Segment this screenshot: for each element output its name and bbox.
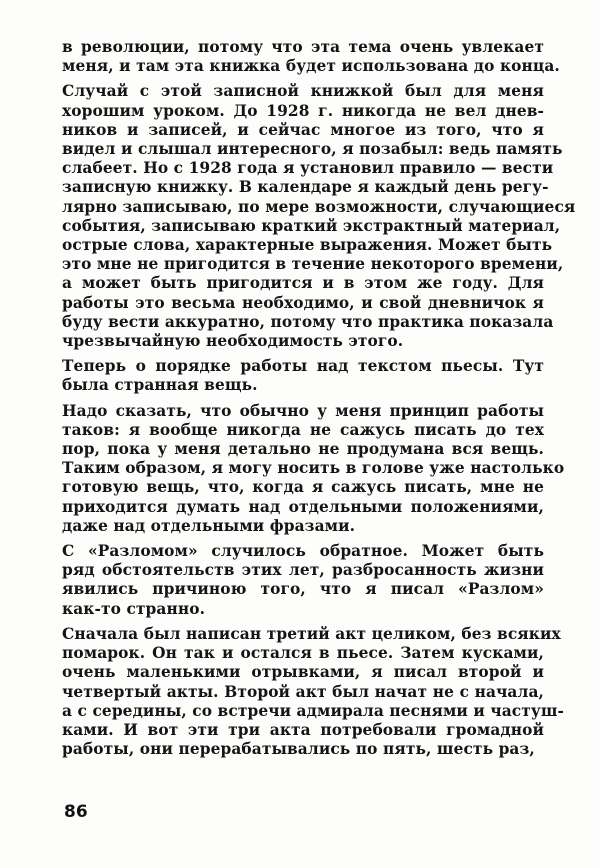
text-line: Теперь о порядке работы над текстом пьесы. Тут — [62, 357, 544, 376]
text-line: меня, и там эта книжка будет использована до конца. — [62, 57, 560, 76]
text-line: ников и записей, и сейчас многое из того, что я — [62, 120, 544, 139]
text-line: лярно записываю, по мере возможности, случающиеся — [62, 197, 576, 216]
text-line: С «Разломом» случилось обратное. Может быть — [62, 542, 544, 561]
text-line: Сначала был написан третий акт целиком, без всяких — [62, 624, 561, 643]
text-line: видел и слышал интересного, я позабыл: ведь память — [62, 140, 563, 159]
paragraph — [62, 542, 544, 619]
text-line: работы это весьма необходимо, и свой дневничок я — [62, 293, 544, 312]
text-line: была странная вещь. — [62, 376, 258, 395]
text-line: записную книжку. В календаре я каждый день регу- — [62, 178, 549, 197]
text-line: Случай с этой записной книжкой был для меня — [62, 82, 544, 101]
text-line: чрезвычайную необходимость этого. — [62, 332, 404, 351]
text-line: ками. И вот эти три акта потребовали громадной — [62, 720, 544, 739]
text-line: пор, пока у меня детально не продумана вся вещь. — [62, 440, 544, 459]
text-line: таков: я вообще никогда не сажусь писать до тех — [62, 420, 544, 439]
text-line: явились причиною того, что я писал «Разлом» — [62, 580, 544, 599]
text-line: Надо сказать, что обычно у меня принцип работы — [62, 401, 544, 420]
text-line: как-то странно. — [62, 599, 206, 618]
paragraph — [62, 624, 564, 759]
text-line: приходится думать над отдельными положениями, — [62, 497, 544, 516]
paragraph — [62, 82, 576, 351]
text-line: слабеет. Но с 1928 года я установил правило — вести — [62, 159, 554, 178]
text-line: а может быть пригодится и в этом же году. Для — [62, 274, 544, 293]
text-line: буду вести аккуратно, потому что практика показала — [62, 312, 554, 331]
text-line: острые слова, характерные выражения. Может быть — [62, 236, 553, 255]
text-line: хорошим уроком. До 1928 г. никогда не вел днев- — [62, 101, 544, 120]
text-line: готовую вещь, что, когда я сажусь писать, мне не — [62, 478, 544, 497]
text-line: события, записываю краткий экстрактный материал, — [62, 216, 561, 235]
text-line: это мне не пригодится в течение некоторого времени, — [62, 255, 564, 274]
page-number: 86 — [64, 802, 88, 822]
body-text — [62, 38, 576, 765]
paragraph — [62, 401, 565, 536]
text-line: даже над отдельными фразами. — [62, 516, 356, 535]
text-line: помарок. Он так и остался в пьесе. Затем кусками, — [62, 644, 544, 663]
paragraph — [62, 38, 560, 76]
text-line: четвертый акты. Второй акт был начат не с начала, — [62, 682, 544, 701]
text-line: Таким образом, я могу носить в голове уже настолько — [62, 459, 565, 478]
text-line: ряд обстоятельств этих лет, разбросанность жизни — [62, 561, 544, 580]
text-line: работы, они перерабатывались по пять, шесть раз, — [62, 740, 535, 759]
paragraph — [62, 357, 544, 395]
text-line: в революции, потому что эта тема очень увлекает — [62, 38, 544, 56]
text-line: очень маленькими отрывками, я писал второй и — [62, 663, 544, 682]
text-line: а с середины, со встречи адмирала песнями и частуш- — [62, 701, 564, 720]
